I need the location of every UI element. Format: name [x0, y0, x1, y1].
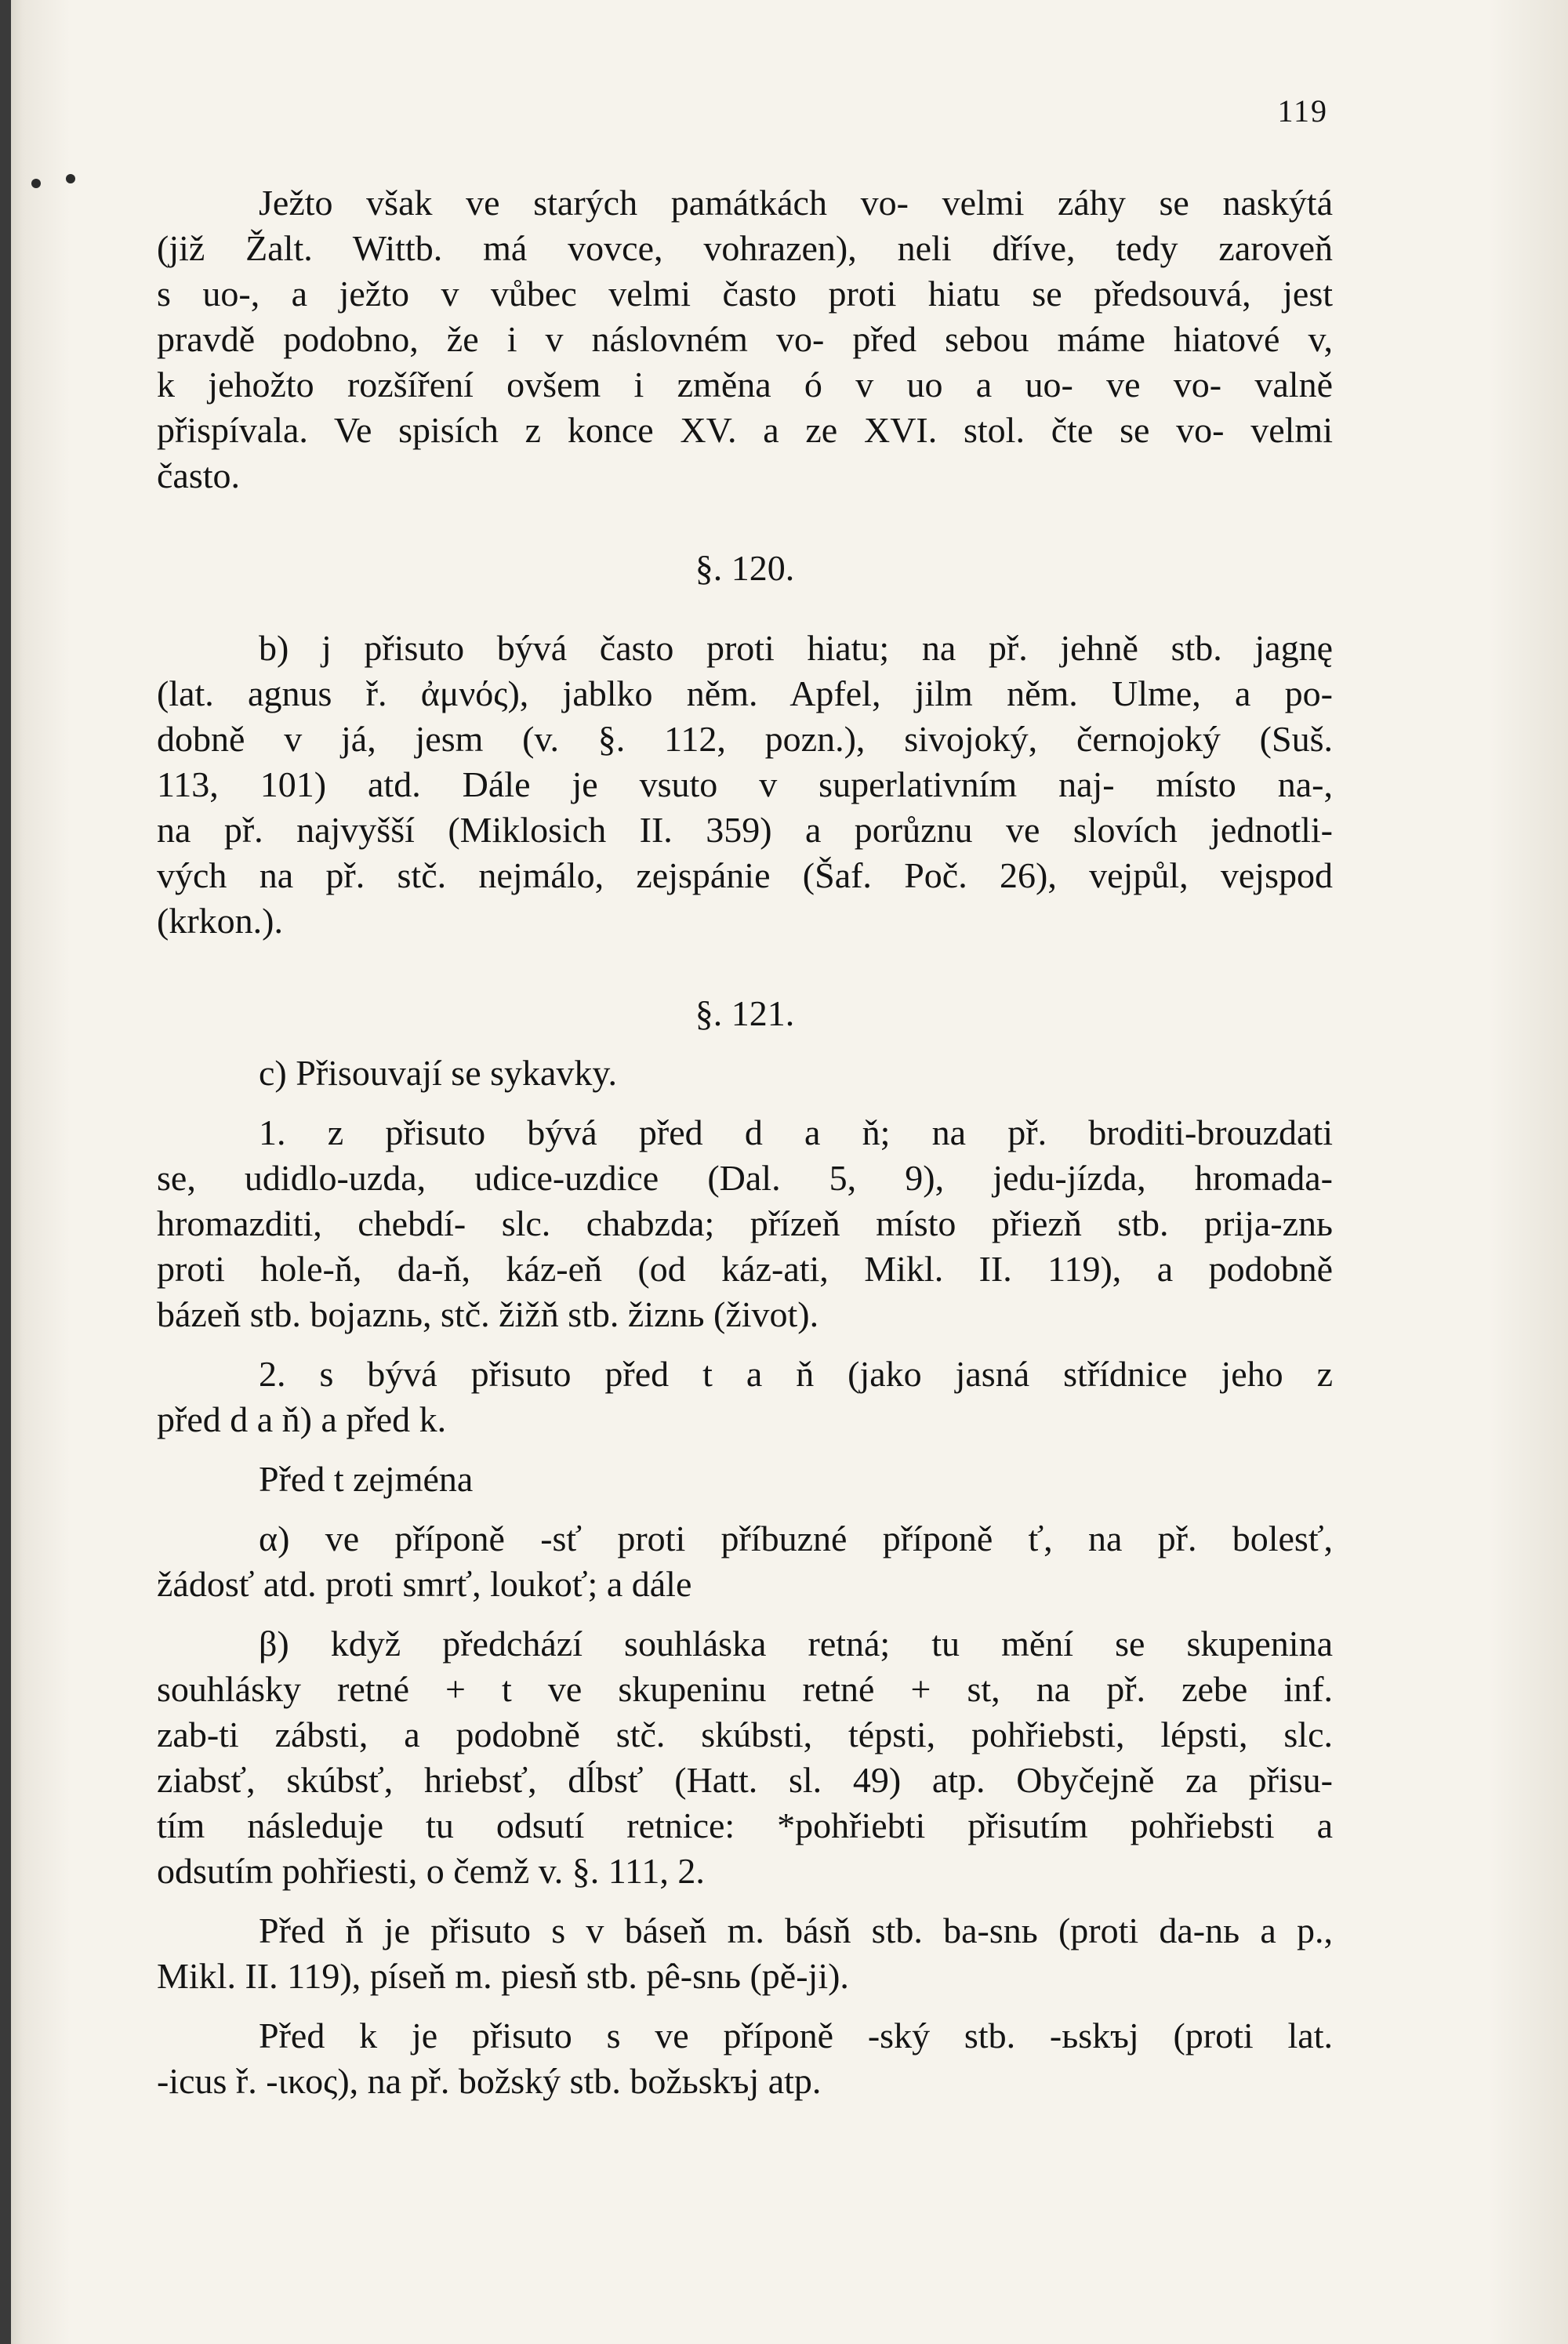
text-line: c) Přisouvají se sykavky.	[259, 1053, 617, 1093]
paragraph	[157, 1050, 1333, 1096]
text-line: zab-ti zábsti, a podobně stč. skúbsti, tépsti, pohřiebsti, lépsti, slc.	[157, 1714, 1333, 1754]
paragraph	[157, 2013, 1333, 2104]
text-line: β) když předchází souhláska retná; tu mění se skupenina	[259, 1624, 1333, 1664]
text-line: se, udidlo-uzda, udice-uzdice (Dal. 5, 9), jedu-jízda, hromada-	[157, 1158, 1333, 1198]
text-line: na př. najvyšší (Miklosich II. 359) a porůznu ve slovích jednotli-	[157, 810, 1333, 850]
section-heading: §. 120.	[695, 548, 795, 588]
page-text	[157, 180, 1333, 2104]
text-line: ziabsť, skúbsť, hriebsť, dĺbsť (Hatt. sl. 49) atp. Obyčejně za přisu-	[157, 1760, 1333, 1800]
text-line: žádosť atd. proti smrť, loukoť; a dále	[157, 1564, 692, 1604]
page-number: 119	[1277, 93, 1328, 129]
text-line: 113, 101) atd. Dále je vsuto v superlativním naj- místo na-,	[157, 764, 1333, 804]
text-line: k jehožto rozšíření ovšem i změna ó v uo a uo- ve vo- valně	[157, 365, 1333, 405]
paragraph	[157, 1516, 1333, 1607]
paragraph	[157, 1908, 1333, 1999]
paragraph	[157, 626, 1333, 944]
text-line: odsutím pohřiesti, o čemž v. §. 111, 2.	[157, 1851, 705, 1891]
section-heading: §. 121.	[695, 993, 795, 1033]
margin-dot	[66, 174, 75, 183]
text-line: Mikl. II. 119), píseň m. piesň stb. pê-snь (pě-ji).	[157, 1956, 849, 1996]
text-line: b) j přisuto bývá často proti hiatu; na př. jehně stb. jagnę	[259, 628, 1333, 668]
text-line: často.	[157, 455, 241, 495]
text-line: souhlásky retné + t ve skupeninu retné + st, na př. zebe inf.	[157, 1669, 1333, 1709]
text-line: Ježto však ve starých památkách vo- velmi záhy se naskýtá	[259, 183, 1333, 223]
paragraph	[157, 1110, 1333, 1337]
text-line: (krkon.).	[157, 901, 283, 941]
paragraph	[157, 1621, 1333, 1894]
paragraph	[157, 1352, 1333, 1442]
margin-dot	[31, 179, 41, 188]
paragraph	[157, 180, 1333, 499]
text-line: bázeň stb. bojaznь, stč. žižň stb. žiznь (život).	[157, 1294, 819, 1334]
text-line: hromazditi, chebdí- slc. chabzda; přízeň místo přiezň stb. prija-znь	[157, 1203, 1333, 1243]
text-line: α) ve příponě -sť proti příbuzné příponě ť, na př. bolesť,	[259, 1519, 1333, 1558]
text-line: s uo-, a ježto v vůbec velmi často proti hiatu se předsouvá, jest	[157, 274, 1333, 314]
text-line: pravdě podobno, že i v náslovném vo- před sebou máme hiatové v,	[157, 319, 1333, 359]
text-line: 1. z přisuto bývá před d a ň; na př. broditi-brouzdati	[259, 1112, 1333, 1152]
text-line: (lat. agnus ř. ἀμνός), jablko něm. Apfel, jilm něm. Ulme, a po-	[157, 673, 1333, 713]
text-line: Před t zejména	[259, 1459, 474, 1499]
text-line: přispívala. Ve spisích z konce XV. a ze XVI. stol. čte se vo- velmi	[157, 410, 1333, 450]
text-line: tím následuje tu odsutí retnice: *pohřiebti přisutím pohřiebsti a	[157, 1805, 1333, 1845]
text-line: vých na př. stč. nejmálo, zejspánie (Šaf. Poč. 26), vejpůl, vejspod	[157, 855, 1333, 895]
text-line: Před k je přisuto s ve příponě -ský stb. -ьskъj (proti lat.	[259, 2016, 1333, 2056]
paragraph	[157, 1457, 1333, 1502]
text-line: před d a ň) a před k.	[157, 1399, 447, 1439]
text-line: dobně v já, jesm (v. §. 112, pozn.), sivojoký, černojoký (Suš.	[157, 719, 1333, 759]
book-spine-shadow	[0, 0, 11, 2344]
text-line: (již Žalt. Wittb. má vovce, vohrazen), neli dříve, tedy zaroveň	[157, 228, 1333, 268]
text-line: proti hole-ň, da-ň, káz-eň (od káz-ati, Mikl. II. 119), a podobně	[157, 1249, 1333, 1289]
text-line: Před ň je přisuto s v báseň m. básň stb. ba-snь (proti da-nь a p.,	[259, 1910, 1333, 1950]
text-line: -icus ř. -ικος), na př. božský stb. božьskъj atp.	[157, 2061, 822, 2101]
text-line: 2. s bývá přisuto před t a ň (jako jasná střídnice jeho z	[259, 1354, 1333, 1394]
